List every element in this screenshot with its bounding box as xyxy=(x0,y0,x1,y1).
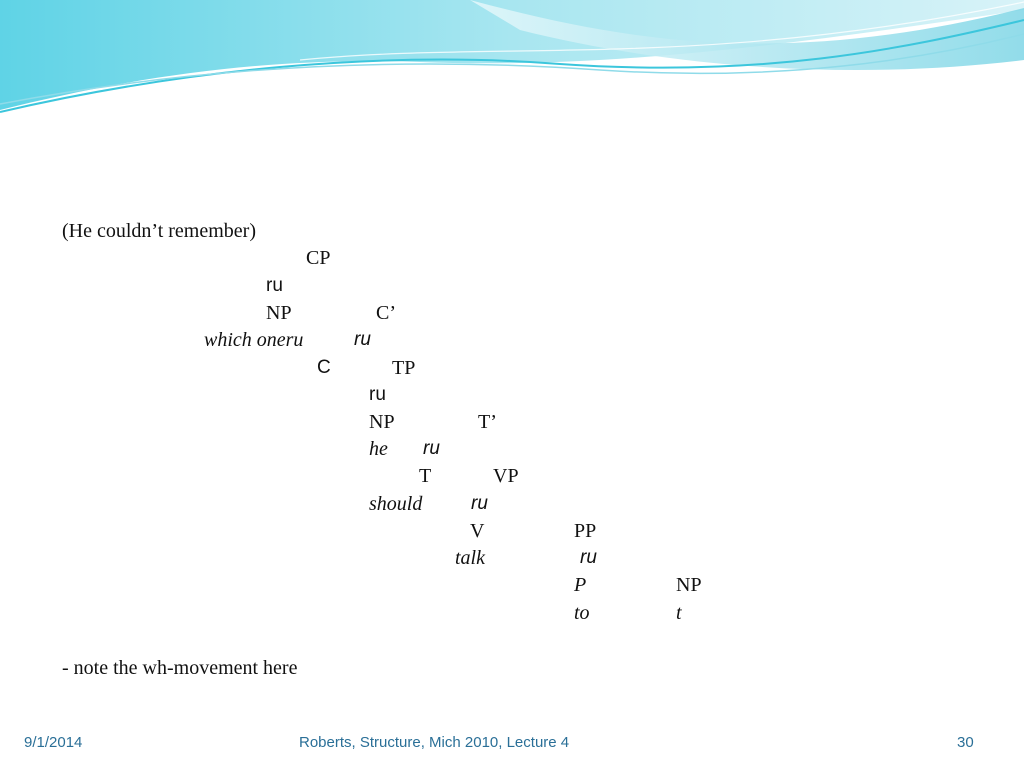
footer-center: Roberts, Structure, Mich 2010, Lecture 4 xyxy=(299,734,570,751)
tree-node-p: P xyxy=(574,574,587,596)
tree-node-np-subject: NP xyxy=(369,411,395,433)
tree-node-pp: PP xyxy=(574,520,597,542)
tree-node-np-spec: NP xyxy=(266,302,292,324)
tree-branch-vp: ru xyxy=(471,493,488,514)
tree-node-np-object: NP xyxy=(676,574,702,596)
tree-leaf-he: he xyxy=(369,438,388,460)
tree-node-vp: VP xyxy=(493,465,519,487)
footer-page-number: 30 xyxy=(957,734,974,751)
tree-node-tp: TP xyxy=(392,357,416,379)
tree-node-c: C xyxy=(317,357,331,378)
tree-branch-tp: ru xyxy=(369,384,386,405)
tree-node-t: T xyxy=(419,465,432,487)
tree-leaf-trace: t xyxy=(676,602,682,624)
tree-branch-t-bar: ru xyxy=(423,438,440,459)
tree-leaf-which-one: which oneru xyxy=(204,329,304,351)
tree-node-c-bar: C’ xyxy=(376,302,396,324)
intro-text: (He couldn’t remember) xyxy=(62,220,256,242)
footer-date: 9/1/2014 xyxy=(24,734,83,751)
tree-branch-cp: ru xyxy=(266,275,283,296)
tree-leaf-to: to xyxy=(574,602,590,624)
tree-branch-pp: ru xyxy=(580,547,597,568)
tree-node-cp: CP xyxy=(306,247,331,269)
tree-leaf-talk: talk xyxy=(455,547,485,569)
tree-node-v: V xyxy=(470,520,485,542)
tree-leaf-should: should xyxy=(369,493,423,515)
tree-node-t-bar: T’ xyxy=(478,411,497,433)
tree-branch-c-bar: ru xyxy=(354,329,371,350)
note-text: - note the wh-movement here xyxy=(62,657,298,679)
